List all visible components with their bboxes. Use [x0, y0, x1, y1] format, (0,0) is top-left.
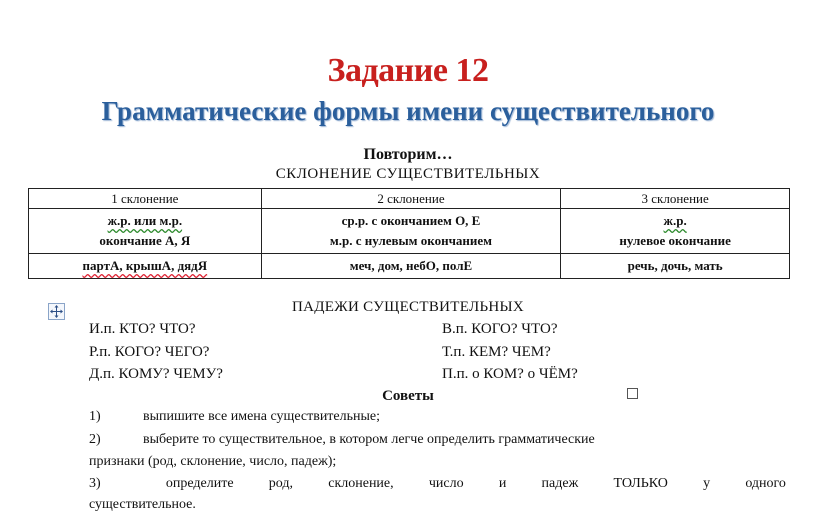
- tip-1: [89, 409, 789, 429]
- tip-2: [89, 432, 789, 452]
- tip-3-word: ТОЛЬКО: [613, 476, 668, 491]
- declension-rule-1: [29, 209, 262, 254]
- tips-heading: Советы: [382, 388, 434, 404]
- tip-3: [89, 476, 786, 492]
- rule-2-line2: м.р. с нулевым окончанием: [329, 233, 493, 248]
- tip-2-text: выберите то существительное, в котором легче определить грамматические: [143, 432, 595, 447]
- repeat-label: Повторим…: [363, 146, 453, 163]
- case-accusative: В.п. КОГО? ЧТО?: [442, 321, 558, 337]
- declension-examples-row: [29, 254, 790, 279]
- rule-2-line1: ср.р. с окончанием О, Е: [341, 213, 481, 228]
- case-genitive: Р.п. КОГО? ЧЕГО?: [89, 344, 210, 360]
- case-nominative: И.п. КТО? ЧТО?: [89, 321, 196, 337]
- declension-table: [28, 188, 790, 279]
- rule-1-line2: окончание А, Я: [99, 233, 191, 248]
- rule-3-line1: ж.р.: [663, 213, 687, 228]
- tip-1-number: 1): [89, 409, 101, 424]
- tip-3-continuation: существительное.: [89, 497, 196, 512]
- tip-2-continuation: признаки (род, склонение, число, падеж);: [89, 454, 337, 469]
- declension-heading: СКЛОНЕНИЕ СУЩЕСТВИТЕЛЬНЫХ: [275, 166, 541, 182]
- tip-3-number: 3): [89, 476, 101, 491]
- cases-heading: ПАДЕЖИ СУЩЕСТВИТЕЛЬНЫХ: [291, 299, 525, 315]
- declension-example-3: речь, дочь, мать: [561, 254, 790, 279]
- declension-header-2: 2 склонение: [261, 189, 561, 209]
- small-square-icon: [627, 388, 638, 399]
- tip-3-word: падеж: [541, 476, 579, 491]
- page-title: Задание 12: [327, 52, 489, 89]
- tip-3-word: и: [498, 476, 507, 491]
- declension-rules-row: [29, 209, 790, 254]
- declension-rule-2: [261, 209, 561, 254]
- tip-3-word: число: [428, 476, 464, 491]
- declension-header-row: [29, 189, 790, 209]
- tip-3-word: у: [703, 476, 711, 491]
- tip-3-word: род,: [268, 476, 294, 491]
- tip-3-word: определите: [165, 476, 234, 491]
- page-subtitle: Грамматические формы имени существительного: [101, 96, 715, 126]
- case-dative: Д.п. КОМУ? ЧЕМУ?: [89, 366, 223, 382]
- declension-example-2: меч, дом, небО, полЕ: [261, 254, 561, 279]
- declension-rule-3: [561, 209, 790, 254]
- tip-1-text: выпишите все имена существительные;: [143, 409, 381, 424]
- cut-off-red-heading: [372, 508, 502, 518]
- tip-2-number: 2): [89, 432, 101, 447]
- tip-3-word: склонение,: [328, 476, 394, 491]
- tip-3-word: одного: [745, 476, 786, 491]
- case-prepositional: П.п. о КОМ? о ЧЁМ?: [442, 366, 578, 382]
- case-instrumental: Т.п. КЕМ? ЧЕМ?: [442, 344, 551, 360]
- rule-3-line2: нулевое окончание: [619, 233, 731, 248]
- cut-off-red-text: [372, 508, 502, 518]
- declension-header-3: 3 склонение: [561, 189, 790, 209]
- rule-1-line1: ж.р. или м.р.: [107, 213, 183, 228]
- declension-example-1: партА, крышА, дядЯ: [29, 254, 262, 279]
- declension-header-1: 1 склонение: [29, 189, 262, 209]
